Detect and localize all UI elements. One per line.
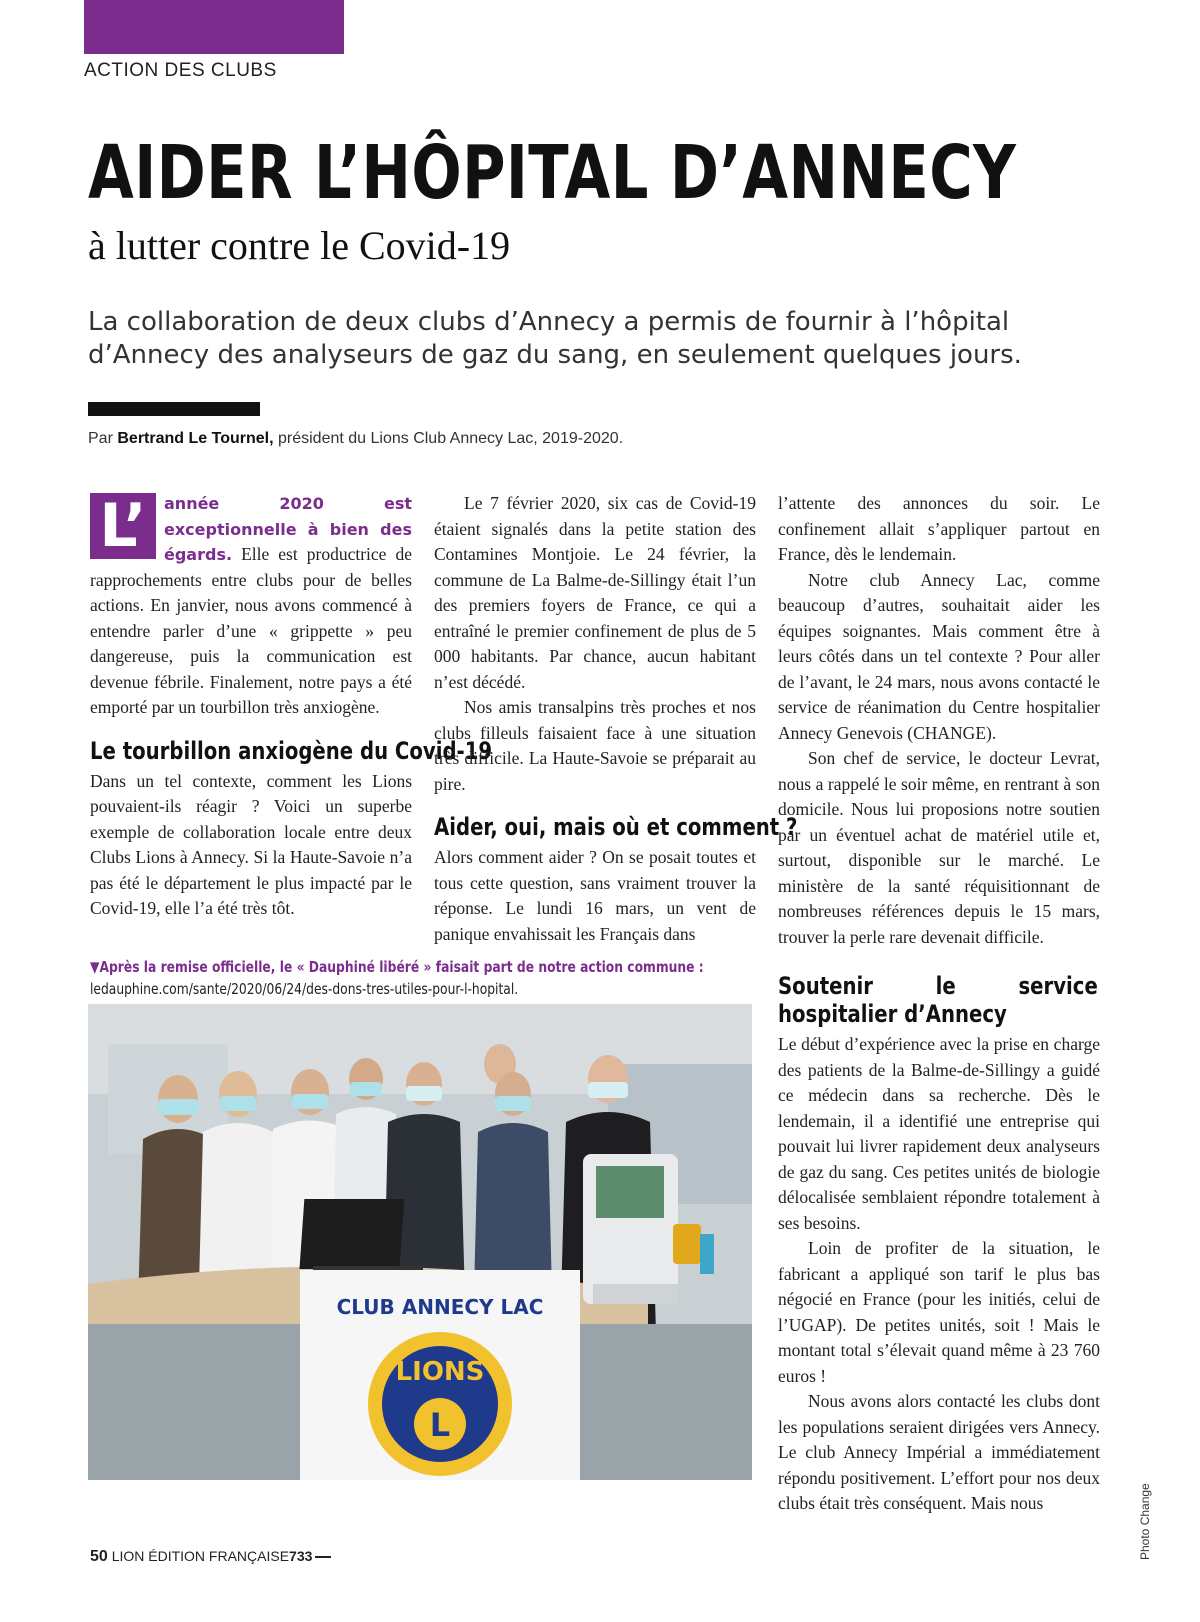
byline-prefix: Par [88, 430, 113, 447]
issue-number: 733 [289, 1548, 313, 1564]
lead-paragraph [90, 491, 412, 721]
article-standfirst: La collaboration de deux clubs d’Annecy a permis de fournir à l’hôpital d’Annecy des analyseurs de gaz du sang, en seulement quelques jours. [88, 307, 1022, 370]
drop-cap: L’ [90, 493, 156, 559]
paragraph: Loin de profiter de la situation, le fabricant a appliqué son tarif le plus bas négocié en France (pour les initiés, celui de l’UGAP). De petites unités, soit ! Mais le montant total s’élevait quand même à 23 760 euros ! [778, 1238, 1100, 1386]
subheading-soutenir: Soutenir le service hospitalier d’Annecy [778, 972, 1098, 1028]
sign-lions-letter: L [429, 1406, 451, 1444]
paragraph: Le 7 février 2020, six cas de Covid-19 étaient signalés dans la petite station des Contamines Montjoie. Le 24 février, la commune de La Balme-de-Sillingy était l’un des premiers foyers de France, ce qui a entraîné le premier confinement de plus de 5 000 habitants. Par chance, aucun habitant n’est décédé. [434, 493, 756, 692]
paragraph: Le début d’expérience avec la prise en charge des patients de la Balme-de-Sillingy a guidé ce médecin dans sa recherche. Dès le lendemain, il a identifié une entreprise qui pouvait lui livrer rapidement deux analyseurs de gaz du sang. Ces petites unités de biologie délocalisée semblaient répondre totalement à ses besoins. [778, 1034, 1100, 1233]
footer-dash [315, 1556, 331, 1558]
article-title: AIDER L’HÔPITAL D’ANNECY [88, 130, 1017, 216]
subheading-aider: Aider, oui, mais où et comment ? [434, 813, 798, 841]
divider-rule [88, 402, 260, 416]
article-subtitle: à lutter contre le Covid-19 [88, 223, 511, 268]
paragraph: Nos amis transalpins très proches et nos clubs filleuls faisaient face à une situation très difficile. La Haute-Savoie se préparait au pire. [434, 697, 756, 794]
paragraph: l’attente des annonces du soir. Le confinement allait s’appliquer partout en France, dès le lendemain. [778, 493, 1100, 564]
sign-club-name: CLUB ANNECY LAC [336, 1295, 544, 1319]
group-photo [88, 1004, 752, 1480]
paragraph: Alors comment aider ? On se posait toutes et tous cette question, sans vraiment trouver la réponse. Le lundi 16 mars, un vent de panique envahissait les Français dans [434, 847, 756, 944]
caption-title: ▼Après la remise officielle, le « Dauphiné libéré » faisait part de notre action commune : [90, 958, 704, 976]
lead-bold-text: année 2020 est exceptionnelle à bien des égards. [164, 494, 412, 564]
photo-caption [90, 956, 704, 1000]
section-rubric: ACTION DES CLUBS [84, 60, 277, 81]
sign-lions-word: LIONS [395, 1357, 485, 1387]
caption-link[interactable]: ledauphine.com/sante/2020/06/24/des-dons-tres-utiles-pour-l-hopital. [90, 980, 519, 998]
article-column-3 [778, 491, 1100, 1517]
photo-credit: Photo Change [1138, 1483, 1152, 1560]
page-footer [90, 1548, 331, 1566]
byline-role: président du Lions Club Annecy Lac, 2019-2020. [277, 430, 624, 447]
article-column-2 [434, 491, 798, 947]
lions-club-sign [300, 1270, 580, 1480]
rubric-color-bar [84, 0, 344, 54]
subheading-tourbillon: Le tourbillon anxiogène du Covid-19 [90, 736, 493, 765]
byline-author: Bertrand Le Tournel, [117, 430, 274, 447]
paragraph: Son chef de service, le docteur Levrat, nous a rappelé le soir même, en rentrant à son domicile. Nous lui proposions notre soutien par un éventuel achat de matériel utile et, surtout, disponible sur le marché. Le ministère de la santé réquisitionnant de nombreuses références depuis le 15 mars, trouver la perle rare devenait difficile. [778, 748, 1100, 947]
analyser-device [583, 1154, 678, 1304]
paragraph: Dans un tel contexte, comment les Lions pouvaient-ils réagir ? Voici un superbe exemple de collaboration locale entre deux Clubs Lions à Annecy. Si la Haute-Savoie n’a pas été le département le plus impacté par le Covid-19, elle l’a été très tôt. [90, 770, 412, 918]
magazine-name: LION ÉDITION FRANÇAISE [111, 1548, 290, 1564]
paragraph: Notre club Annecy Lac, comme beaucoup d’autres, souhaitait aider les équipes soignantes. Mais comment être à leurs côtés dans un tel contexte ? Pour aller de l’avant, le 24 mars, nous avons contacté le service de réanimation du Centre hospitalier Annecy Genevois (CHANGE). [778, 569, 1100, 743]
lead-text: Elle est productrice de rapprochements entre clubs pour de belles actions. En janvier, nous avons commencé à entendre parler d’une « grippette » peu dangereuse, puis la communication est devenue fébrile. Finalement, notre pays a été emporté par un tourbillon très anxiogène. [90, 544, 412, 717]
paragraph: Nous avons alors contacté les clubs dont les populations seraient dirigées vers Annecy. Le club Annecy Impérial a immédiatement répondu positivement. L’effort pour nos deux clubs était très conséquent. Mais nous [778, 1391, 1100, 1513]
article-column-1 [90, 491, 493, 922]
page-number: 50 [90, 1548, 108, 1565]
photo-illustration [88, 1004, 752, 1480]
byline [88, 430, 623, 448]
